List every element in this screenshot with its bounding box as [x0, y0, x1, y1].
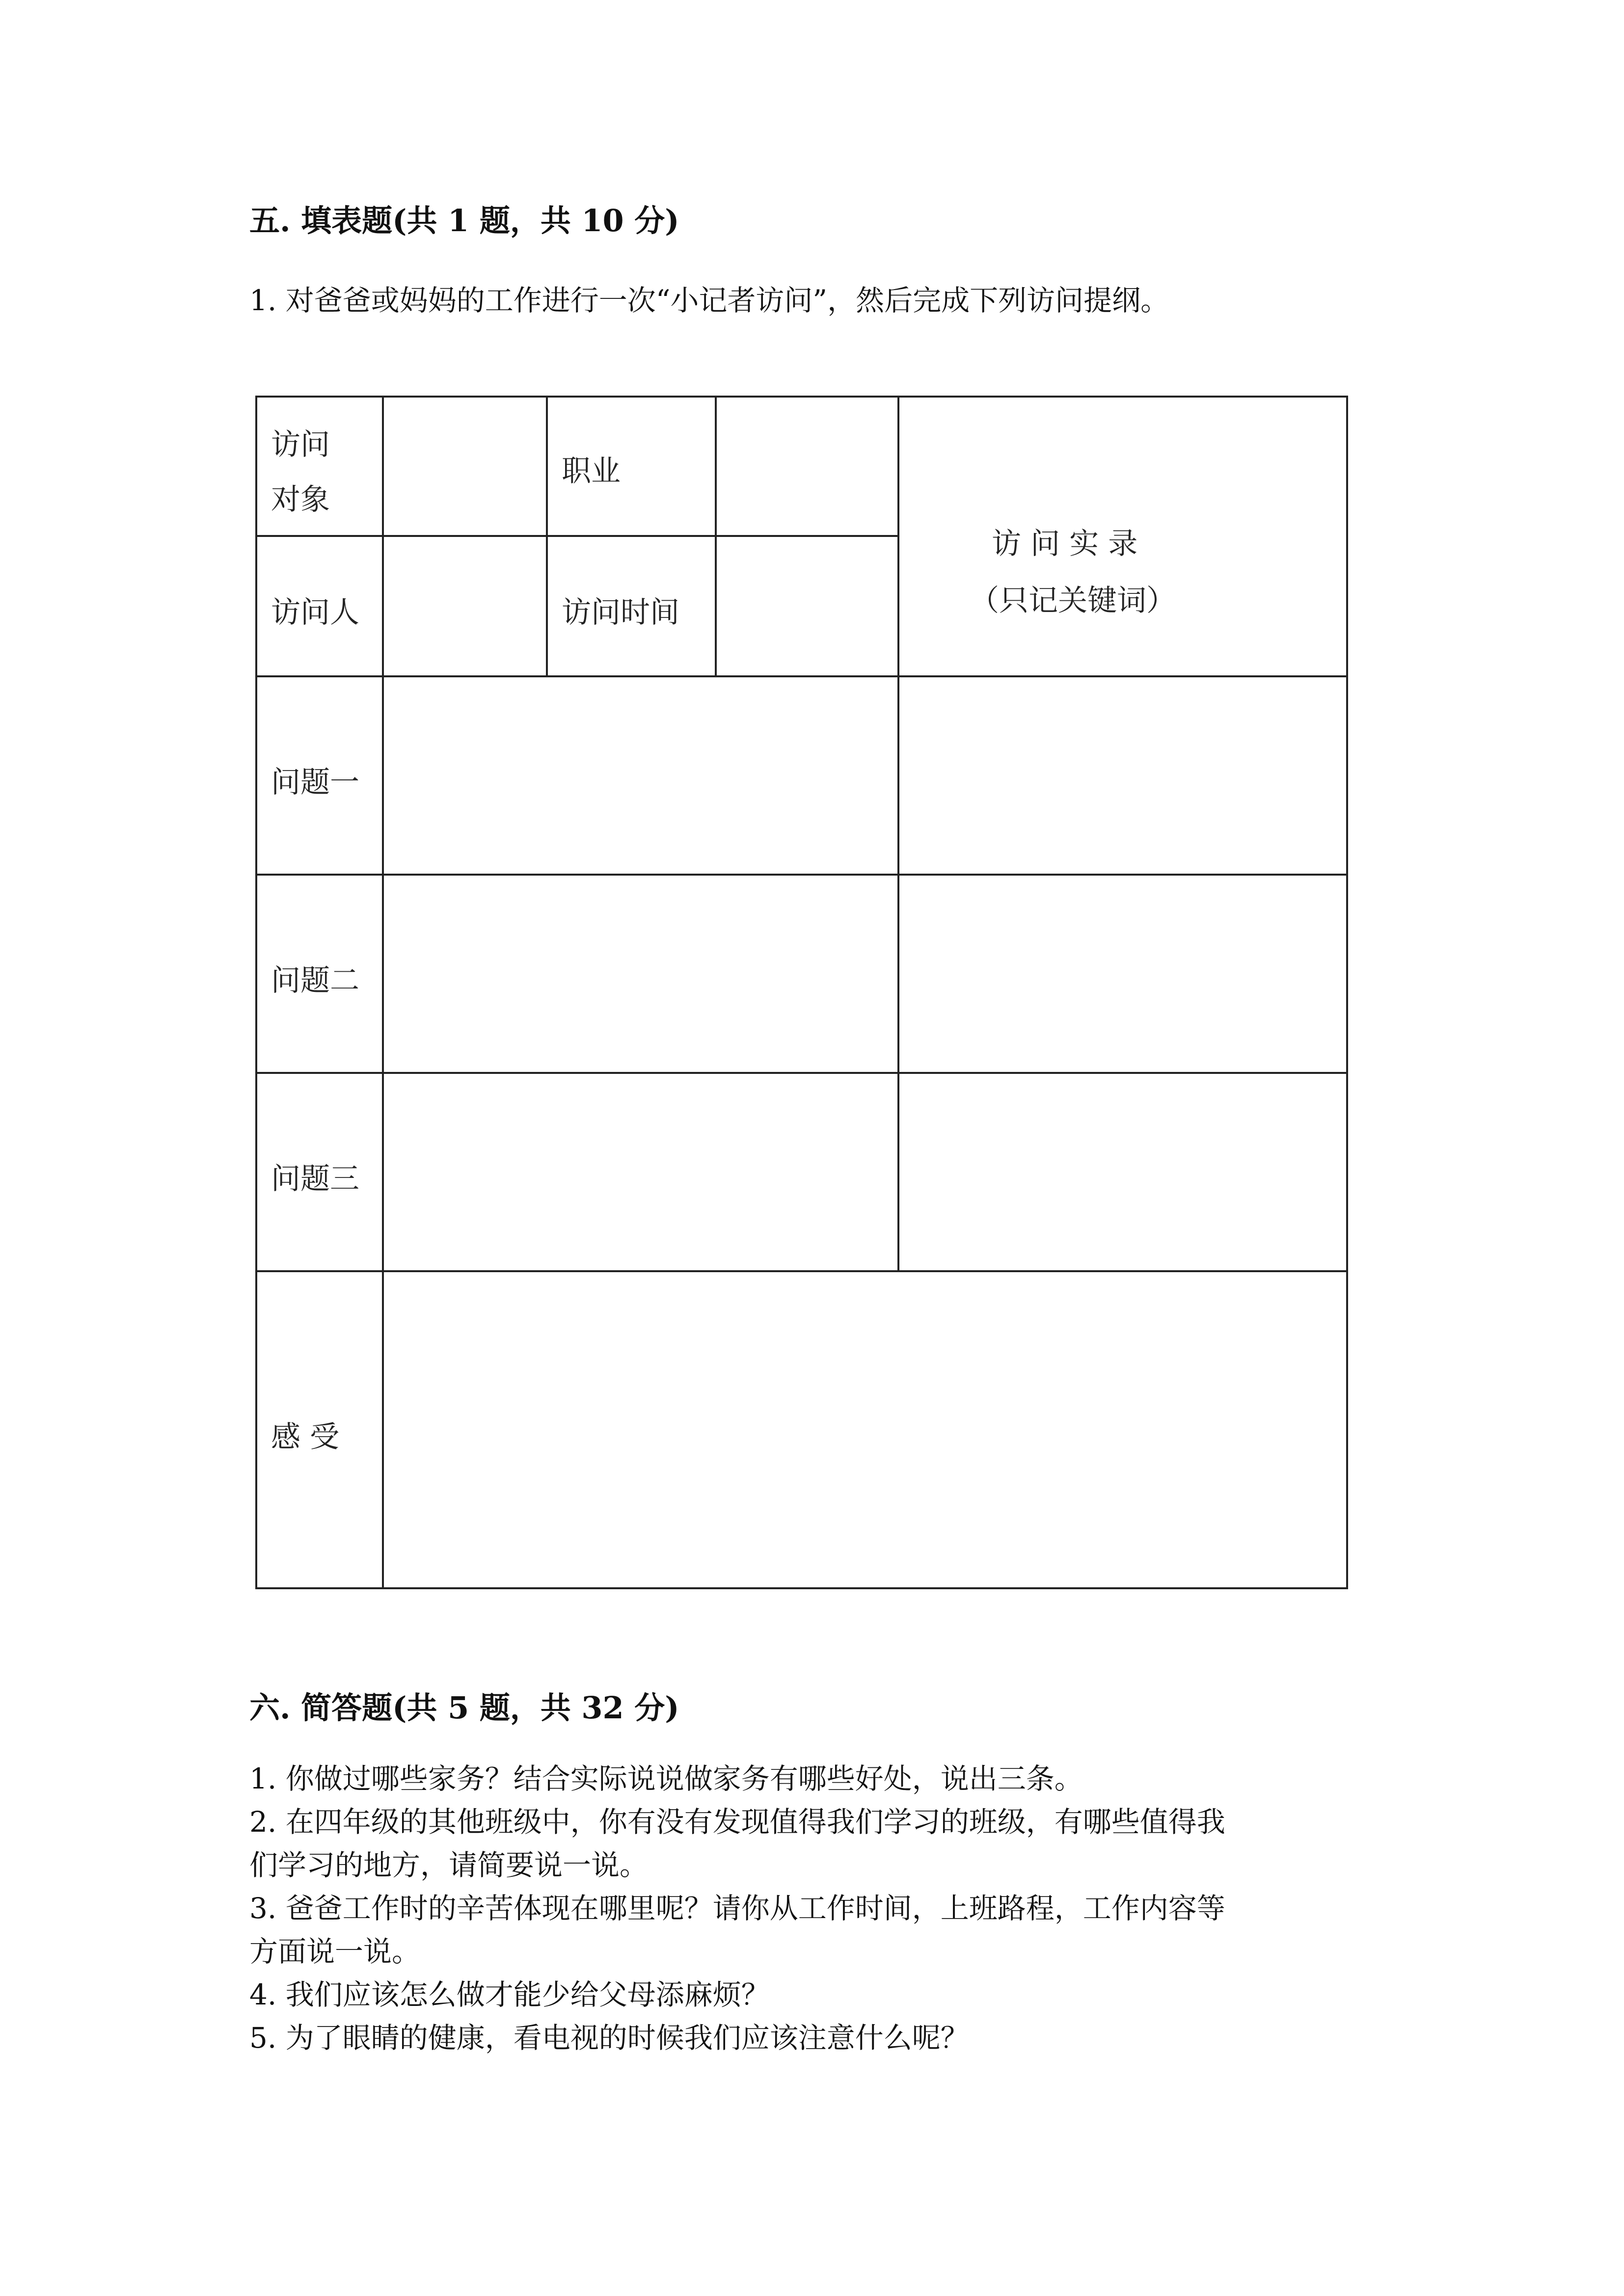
question-1-label: 问题一: [271, 765, 359, 800]
question-line: 1. 你做过哪些家务？结合实际说说做家务有哪些好处，说出三条。: [249, 1762, 1083, 1795]
occupation-label: 职业: [562, 454, 621, 488]
question-line: 5. 为了眼睛的健康，看电视的时候我们应该注意什么呢？: [249, 2021, 969, 2055]
visit-target-label-line2: 对象: [271, 482, 330, 517]
record-title: 访 问 实 录: [992, 527, 1138, 561]
record-note: （只记关键词）: [970, 584, 1176, 618]
question-line: 们学习的地方，请简要说一说。: [249, 1848, 649, 1882]
question-line: 3. 爸爸工作时的辛苦体现在哪里呢？请你从工作时间，上班路程，工作内容等: [249, 1892, 1225, 1925]
question-3-label: 问题三: [271, 1162, 359, 1196]
visit-target-label-line1: 访问: [271, 427, 330, 462]
question-line: 方面说一说。: [249, 1935, 421, 1968]
question-line: 2. 在四年级的其他班级中，你有没有发现值得我们学习的班级，有哪些值得我: [249, 1805, 1225, 1839]
feeling-label: 感 受: [271, 1420, 340, 1454]
section-6-title: 六. 简答题(共 5 题，共 32 分): [249, 1690, 679, 1726]
question-line: 4. 我们应该怎么做才能少给父母添麻烦？: [249, 1978, 770, 2011]
short-answer-list: [249, 1757, 1379, 2059]
table-border: [256, 397, 1347, 1588]
section-5-title: 五. 填表题(共 1 题，共 10 分): [249, 203, 679, 239]
fill-table-question: 1. 对爸爸或妈妈的工作进行一次“小记者访问”，然后完成下列访问提纲。: [249, 284, 1169, 317]
visit-time-label: 访问时间: [562, 595, 679, 630]
interviewer-label: 访问人: [271, 595, 359, 630]
question-2-label: 问题二: [271, 963, 359, 998]
